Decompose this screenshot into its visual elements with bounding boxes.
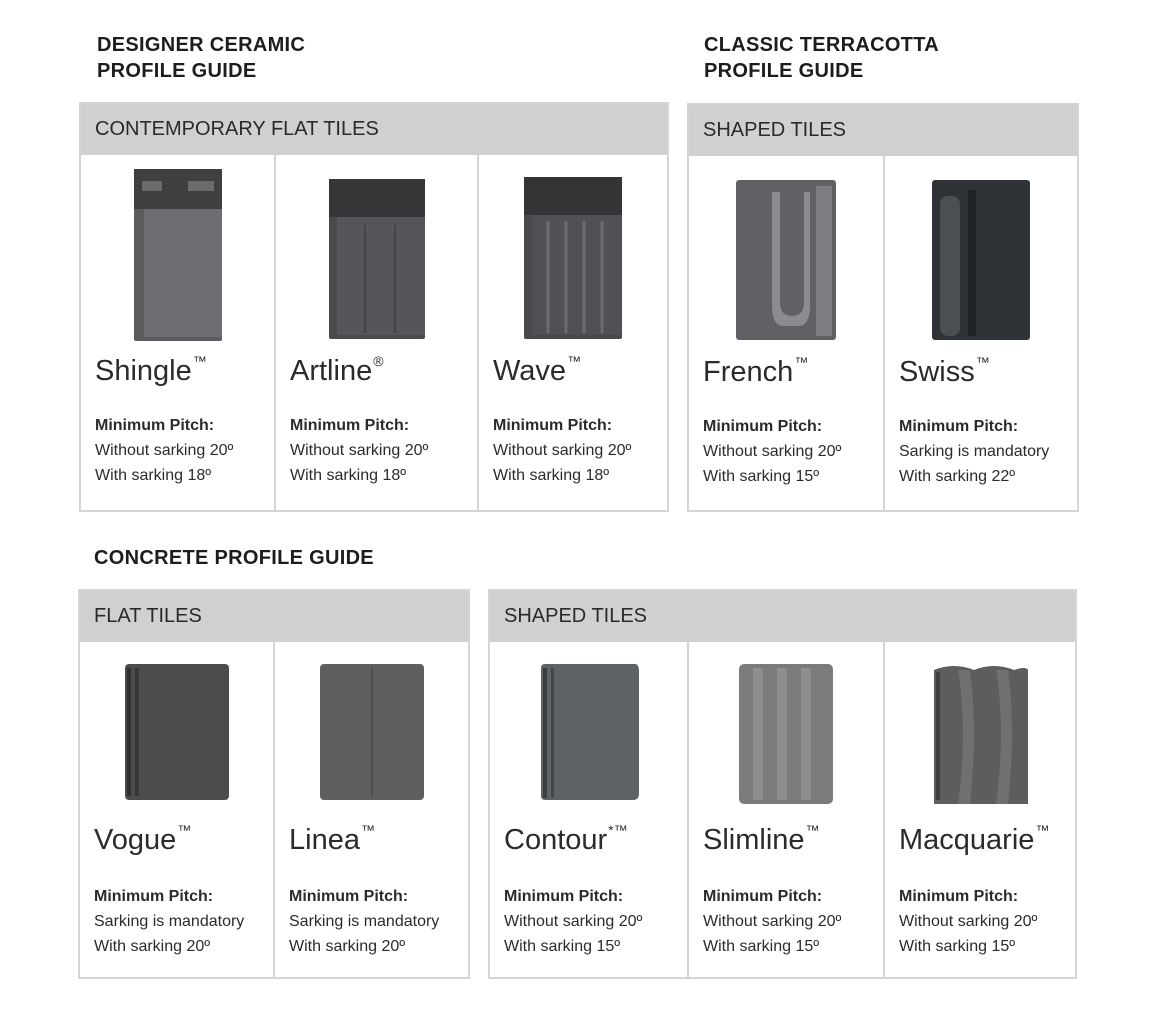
tile-name: French™ — [703, 354, 809, 388]
pitch-info: Minimum Pitch: Sarking is mandatory With sarking 22º — [899, 418, 1050, 485]
pitch-info: Minimum Pitch: Without sarking 20º With sarking 15º — [703, 418, 842, 485]
tile-card-wave — [477, 155, 667, 510]
tile-name: Artline® — [290, 353, 384, 387]
tile-name: Slimline™ — [703, 822, 820, 856]
vogue-tile-body — [125, 664, 229, 800]
tile-card-artline — [274, 155, 477, 510]
pitch-info: Minimum Pitch: Sarking is mandatory With sarking 20º — [289, 888, 440, 955]
tile-name: Contour*™ — [504, 822, 628, 856]
tile-card-contour — [490, 642, 687, 977]
tile-card-french — [689, 156, 883, 510]
terracotta-profile-guide-heading: CLASSIC TERRACOTTA PROFILE GUIDE — [704, 34, 940, 82]
concrete-shaped-tiles-group — [488, 589, 1077, 979]
group-header: SHAPED TILES — [490, 591, 1075, 642]
linea-tile-image — [316, 660, 428, 804]
tile-card-swiss — [883, 156, 1077, 510]
wave-tile-image — [520, 173, 626, 343]
shingle-tile-image — [130, 165, 226, 345]
group-header: SHAPED TILES — [689, 105, 1077, 156]
tile-name: Linea™ — [289, 822, 375, 856]
ceramic-profile-guide-heading: DESIGNER CERAMIC PROFILE GUIDE — [97, 34, 306, 82]
artline-tile-image — [325, 175, 429, 343]
group-header: FLAT TILES — [80, 591, 468, 642]
tile-card-vogue — [80, 642, 273, 977]
pitch-info: Minimum Pitch: Without sarking 20º With sarking 18º — [493, 417, 632, 484]
contemporary-flat-tiles-group — [79, 102, 669, 512]
french-tile-image — [732, 176, 840, 344]
tile-name: Shingle™ — [95, 353, 207, 387]
contour-tile-image — [535, 660, 643, 804]
tile-name: Swiss™ — [899, 354, 990, 388]
group-header: CONTEMPORARY FLAT TILES — [81, 104, 667, 155]
tile-name: Vogue™ — [94, 822, 192, 856]
macquarie-tile-body — [934, 666, 1028, 804]
pitch-info: Minimum Pitch: Without sarking 20º With sarking 18º — [95, 417, 234, 484]
tile-card-slimline — [687, 642, 883, 977]
tile-name: Macquarie™ — [899, 822, 1050, 856]
concrete-profile-guide-heading: CONCRETE PROFILE GUIDE — [94, 547, 374, 569]
swiss-tile-image — [928, 176, 1034, 344]
tile-card-shingle — [81, 155, 274, 510]
slimline-tile-image — [735, 660, 837, 808]
tile-name: Wave™ — [493, 353, 582, 387]
vogue-tile-image — [121, 660, 233, 804]
pitch-info: Minimum Pitch: Without sarking 20º With sarking 15º — [703, 888, 842, 955]
terracotta-shaped-tiles-group — [687, 103, 1079, 512]
contour-tile-body — [541, 664, 639, 800]
pitch-info: Minimum Pitch: Without sarking 20º With sarking 15º — [504, 888, 643, 955]
concrete-flat-tiles-group — [78, 589, 470, 979]
pitch-info: Minimum Pitch: Without sarking 20º With sarking 15º — [899, 888, 1038, 955]
pitch-info: Minimum Pitch: Sarking is mandatory With sarking 20º — [94, 888, 245, 955]
tile-card-macquarie — [883, 642, 1075, 977]
pitch-info: Minimum Pitch: Without sarking 20º With sarking 18º — [290, 417, 429, 484]
tile-card-linea — [273, 642, 468, 977]
macquarie-tile-image — [928, 660, 1032, 808]
